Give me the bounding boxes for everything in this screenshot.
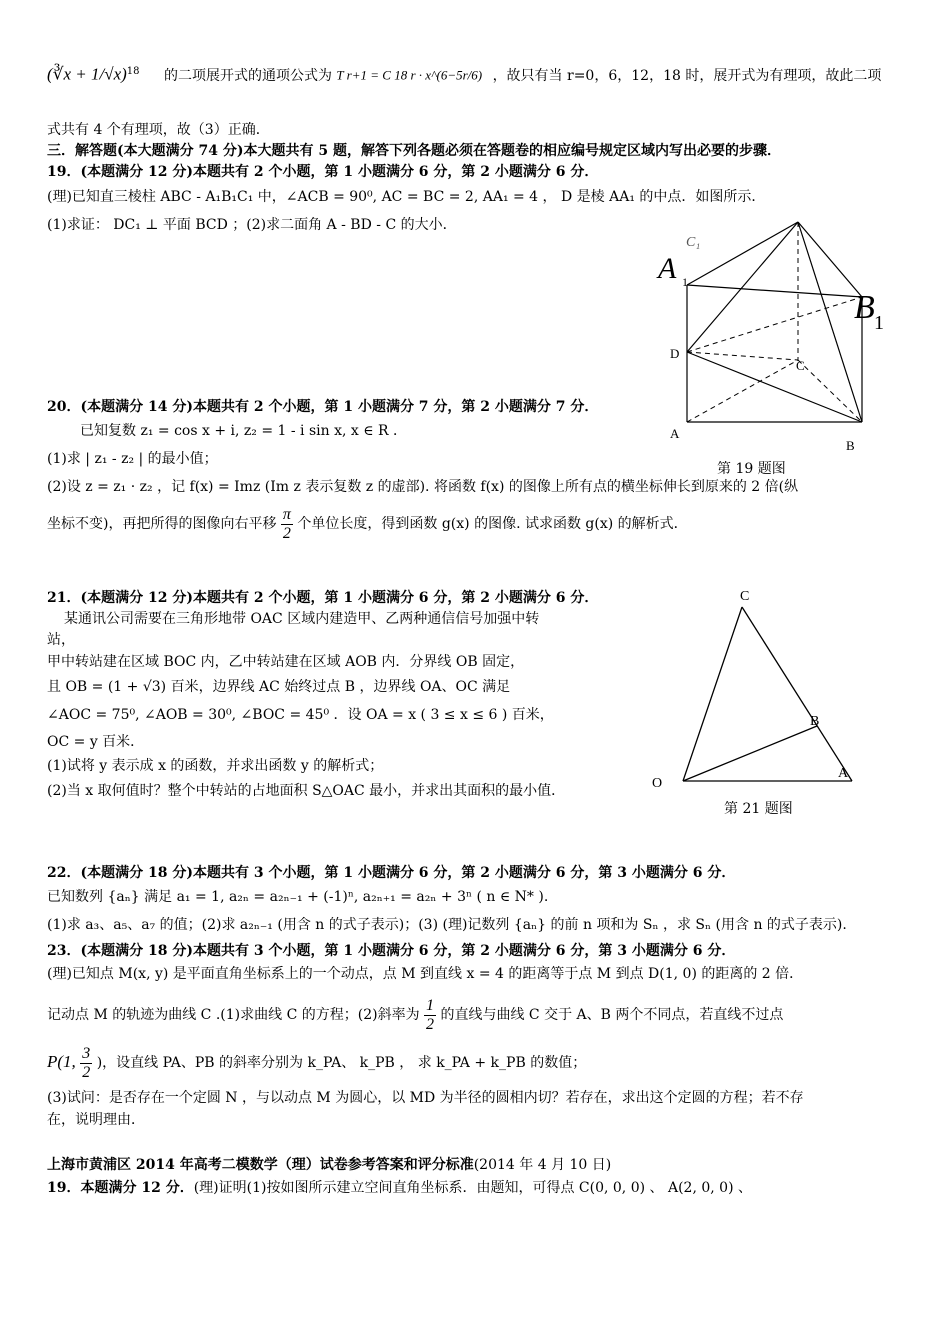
label-A: A [838,766,849,781]
q23-line5: 在，说明理由． [47,1112,145,1128]
q21-title: 21．(本题满分 12 分)本题共有 2 个小题，第 1 小题满分 6 分，第 2 小题满分 6 分． [47,590,599,606]
fraction-three-halves [80,1045,92,1082]
q21-line2: 站， [47,632,75,648]
fraction-numerator: 1 [426,996,435,1014]
q20-line1: 已知复数 z₁ = cos x + i, z₂ = 1 - i sin x, x ∈ R ． [80,423,408,439]
edge-A1B1 [687,285,862,297]
figure-19-caption: 第 19 题图 [717,461,786,477]
fraction-numerator: 3 [82,1044,91,1062]
binomial-text-b: ，故只有当 r=0，6，12，18 时，展开式为有理项，故此二项 [492,67,882,84]
label-B1: B [854,289,875,326]
fraction-denominator: 2 [426,1015,435,1033]
edge-OB [683,726,817,781]
label-A: A [670,426,680,441]
answer-19-label: 19．本题满分 12 分． [47,1180,194,1196]
label-B1-sub: 1 [874,312,884,334]
edge-OC [683,607,742,781]
q20-line4 [47,504,910,544]
q20-line3: (2)设 z = z₁ · z₂ ，记 f(x) = Imz (Im z 表示复数 z 的虚部). 将函数 f(x) 的图像上所有点的横坐标伸长到原来的 2 倍(纵 [47,479,799,495]
label-B: B [810,714,820,729]
label-C: C [740,589,750,604]
binomial-exponent: 18 [126,66,140,77]
answers-line1 [47,1178,910,1198]
q22-line2: (1)求 a₃、a₅、a₇ 的值；(2)求 a₂ₙ₋₁ (用含 n 的式子表示)；(3) (理)记数列 {aₙ} 的前 n 项和为 Sₙ ，求 Sₙ (用含 n 的式子表示). [47,917,847,933]
answers-title: 上海市黄浦区 2014 年高考二模数学（理）试卷参考答案和评分标准 [47,1157,474,1173]
answers-heading [47,1155,910,1175]
q21-line6: OC = y 百米． [47,734,145,750]
q23-line2 [47,995,910,1035]
fraction-denominator: 2 [282,524,291,542]
binomial-conclusion: 式共有 4 个有理项，故（3）正确． [47,122,270,138]
q23-title: 23．(本题满分 18 分)本题共有 3 个小题，第 1 小题满分 6 分，第 2 小题满分 6 分，第 3 小题满分 6 分． [47,943,736,959]
fraction-numerator: π [282,505,291,523]
q21-line8: (2)当 x 取何值时？整个中转站的占地面积 S△OAC 最小，并求出其面积的最小值． [47,783,566,799]
q22-line1: 已知数列 {aₙ} 满足 a₁ = 1, a₂ₙ = a₂ₙ₋₁ + (-1)ⁿ, a₂ₙ₊₁ = a₂ₙ + 3ⁿ ( n ∈ N* ). [47,889,549,905]
q19-line2: (1)求证： DC₁ ⊥ 平面 BCD ；(2)求二面角 A - BD - C 的大小． [47,217,457,233]
answer-19-text: (理)证明(1)按如图所示建立空间直角坐标系．由题知，可得点 C(0, 0, 0) 、 A(2, 0, 0) 、 [193,1180,752,1196]
label-A1: A [658,252,677,285]
fraction-denominator: 2 [82,1063,91,1081]
binomial-text-a: 的二项展开式的通项公式为 [163,67,332,84]
binomial-line [47,62,910,86]
q21-line5: ∠AOC = 75⁰, ∠AOB = 30⁰, ∠BOC = 45⁰ ．设 OA = x ( 3 ≤ x ≤ 6 ) 百米， [47,707,554,723]
edge-DC1 [687,222,798,352]
term-formula: T r+1 = C 18 r · x^(6−5r/6) [336,67,483,83]
label-A1-sub: 1 [682,275,688,289]
label-C: C [796,358,805,373]
q19-line1: (理)已知直三棱柱 ABC - A₁B₁C₁ 中，∠ACB = 90⁰, AC = BC = 2, AA₁ = 4 ， D 是棱 AA₁ 的中点．如图所示． [47,189,766,205]
q20-title: 20．(本题满分 14 分)本题共有 2 个小题，第 1 小题满分 7 分，第 2 小题满分 7 分． [47,399,599,415]
label-B: B [846,438,855,453]
q21-line1: 某通讯公司需要在三角形地带 OAC 区域内建造甲、乙两种通信信号加强中转 [64,611,540,627]
answers-date: (2014 年 4 月 10 日) [473,1157,612,1173]
q23-line3 [47,1042,910,1083]
section-3-heading: 三．解答题(本大题满分 74 分)本大题共有 5 题，解答下列各题必须在答题卷的相应编号规定区域内写出必要的步骤． [47,143,781,159]
fraction-pi-over-2 [281,506,293,543]
q20-line4b: 个单位长度，得到函数 g(x) 的图像. 试求函数 g(x) 的解析式． [297,516,688,532]
q21-line4: 且 OB = (1 + √3) 百米，边界线 AC 始终过点 B ，边界线 OA、OC 满足 [47,679,511,695]
figure-21-caption: 第 21 题图 [724,801,793,817]
q22-title: 22．(本题满分 18 分)本题共有 3 个小题，第 1 小题满分 6 分，第 2 小题满分 6 分，第 3 小题满分 6 分． [47,865,736,881]
edge-C1B [798,222,862,422]
q23-line2a: 记动点 M 的轨迹为曲线 C .(1)求曲线 C 的方程；(2)斜率为 [47,1007,420,1023]
q21-line3: 甲中转站建在区域 BOC 内，乙中转站建在区域 AOB 内．分界线 OB 固定， [47,654,525,670]
binomial-expression: (∛x + 1/√x) [47,64,127,84]
figure-21-triangle [640,580,880,800]
q20-line2: (1)求 | z₁ - z₂ | 的最小值； [47,451,218,467]
label-D: D [670,346,680,361]
label-O: O [652,776,663,791]
fraction-one-half [424,997,436,1034]
edge-CA [742,607,852,781]
edge-DB1-hidden [687,297,862,352]
q23-line3a: P(1, [47,1052,76,1071]
edge-C1B1 [798,222,862,297]
q20-line4a: 坐标不变)，再把所得的图像向右平移 [47,516,277,532]
q19-title: 19．(本题满分 12 分)本题共有 2 个小题，第 1 小题满分 6 分，第 2 小题满分 6 分． [47,164,599,180]
q21-line7: (1)试将 y 表示成 x 的函数，并求出函数 y 的解析式； [47,758,384,774]
q23-line2b: 的直线与曲线 C 交于 A、B 两个不同点，若直线不过点 [440,1007,784,1023]
edge-A1C1 [687,222,798,285]
q23-line4: (3)试问：是否存在一个定圆 N ，与以动点 M 为圆心，以 MD 为半径的圆相内切？若存在，求出这个定圆的方程；若不存 [47,1090,804,1106]
q23-line3b: )，设直线 PA、PB 的斜率分别为 k_PA、 k_PB ， 求 k_PA + k_PB 的数值； [96,1055,587,1071]
label-C1: C₁ [686,235,701,250]
q23-line1: (理)已知点 M(x, y) 是平面直角坐标系上的一个动点，点 M 到直线 x = 4 的距离等于点 M 到点 D(1, 0) 的距离的 2 倍． [47,966,804,982]
